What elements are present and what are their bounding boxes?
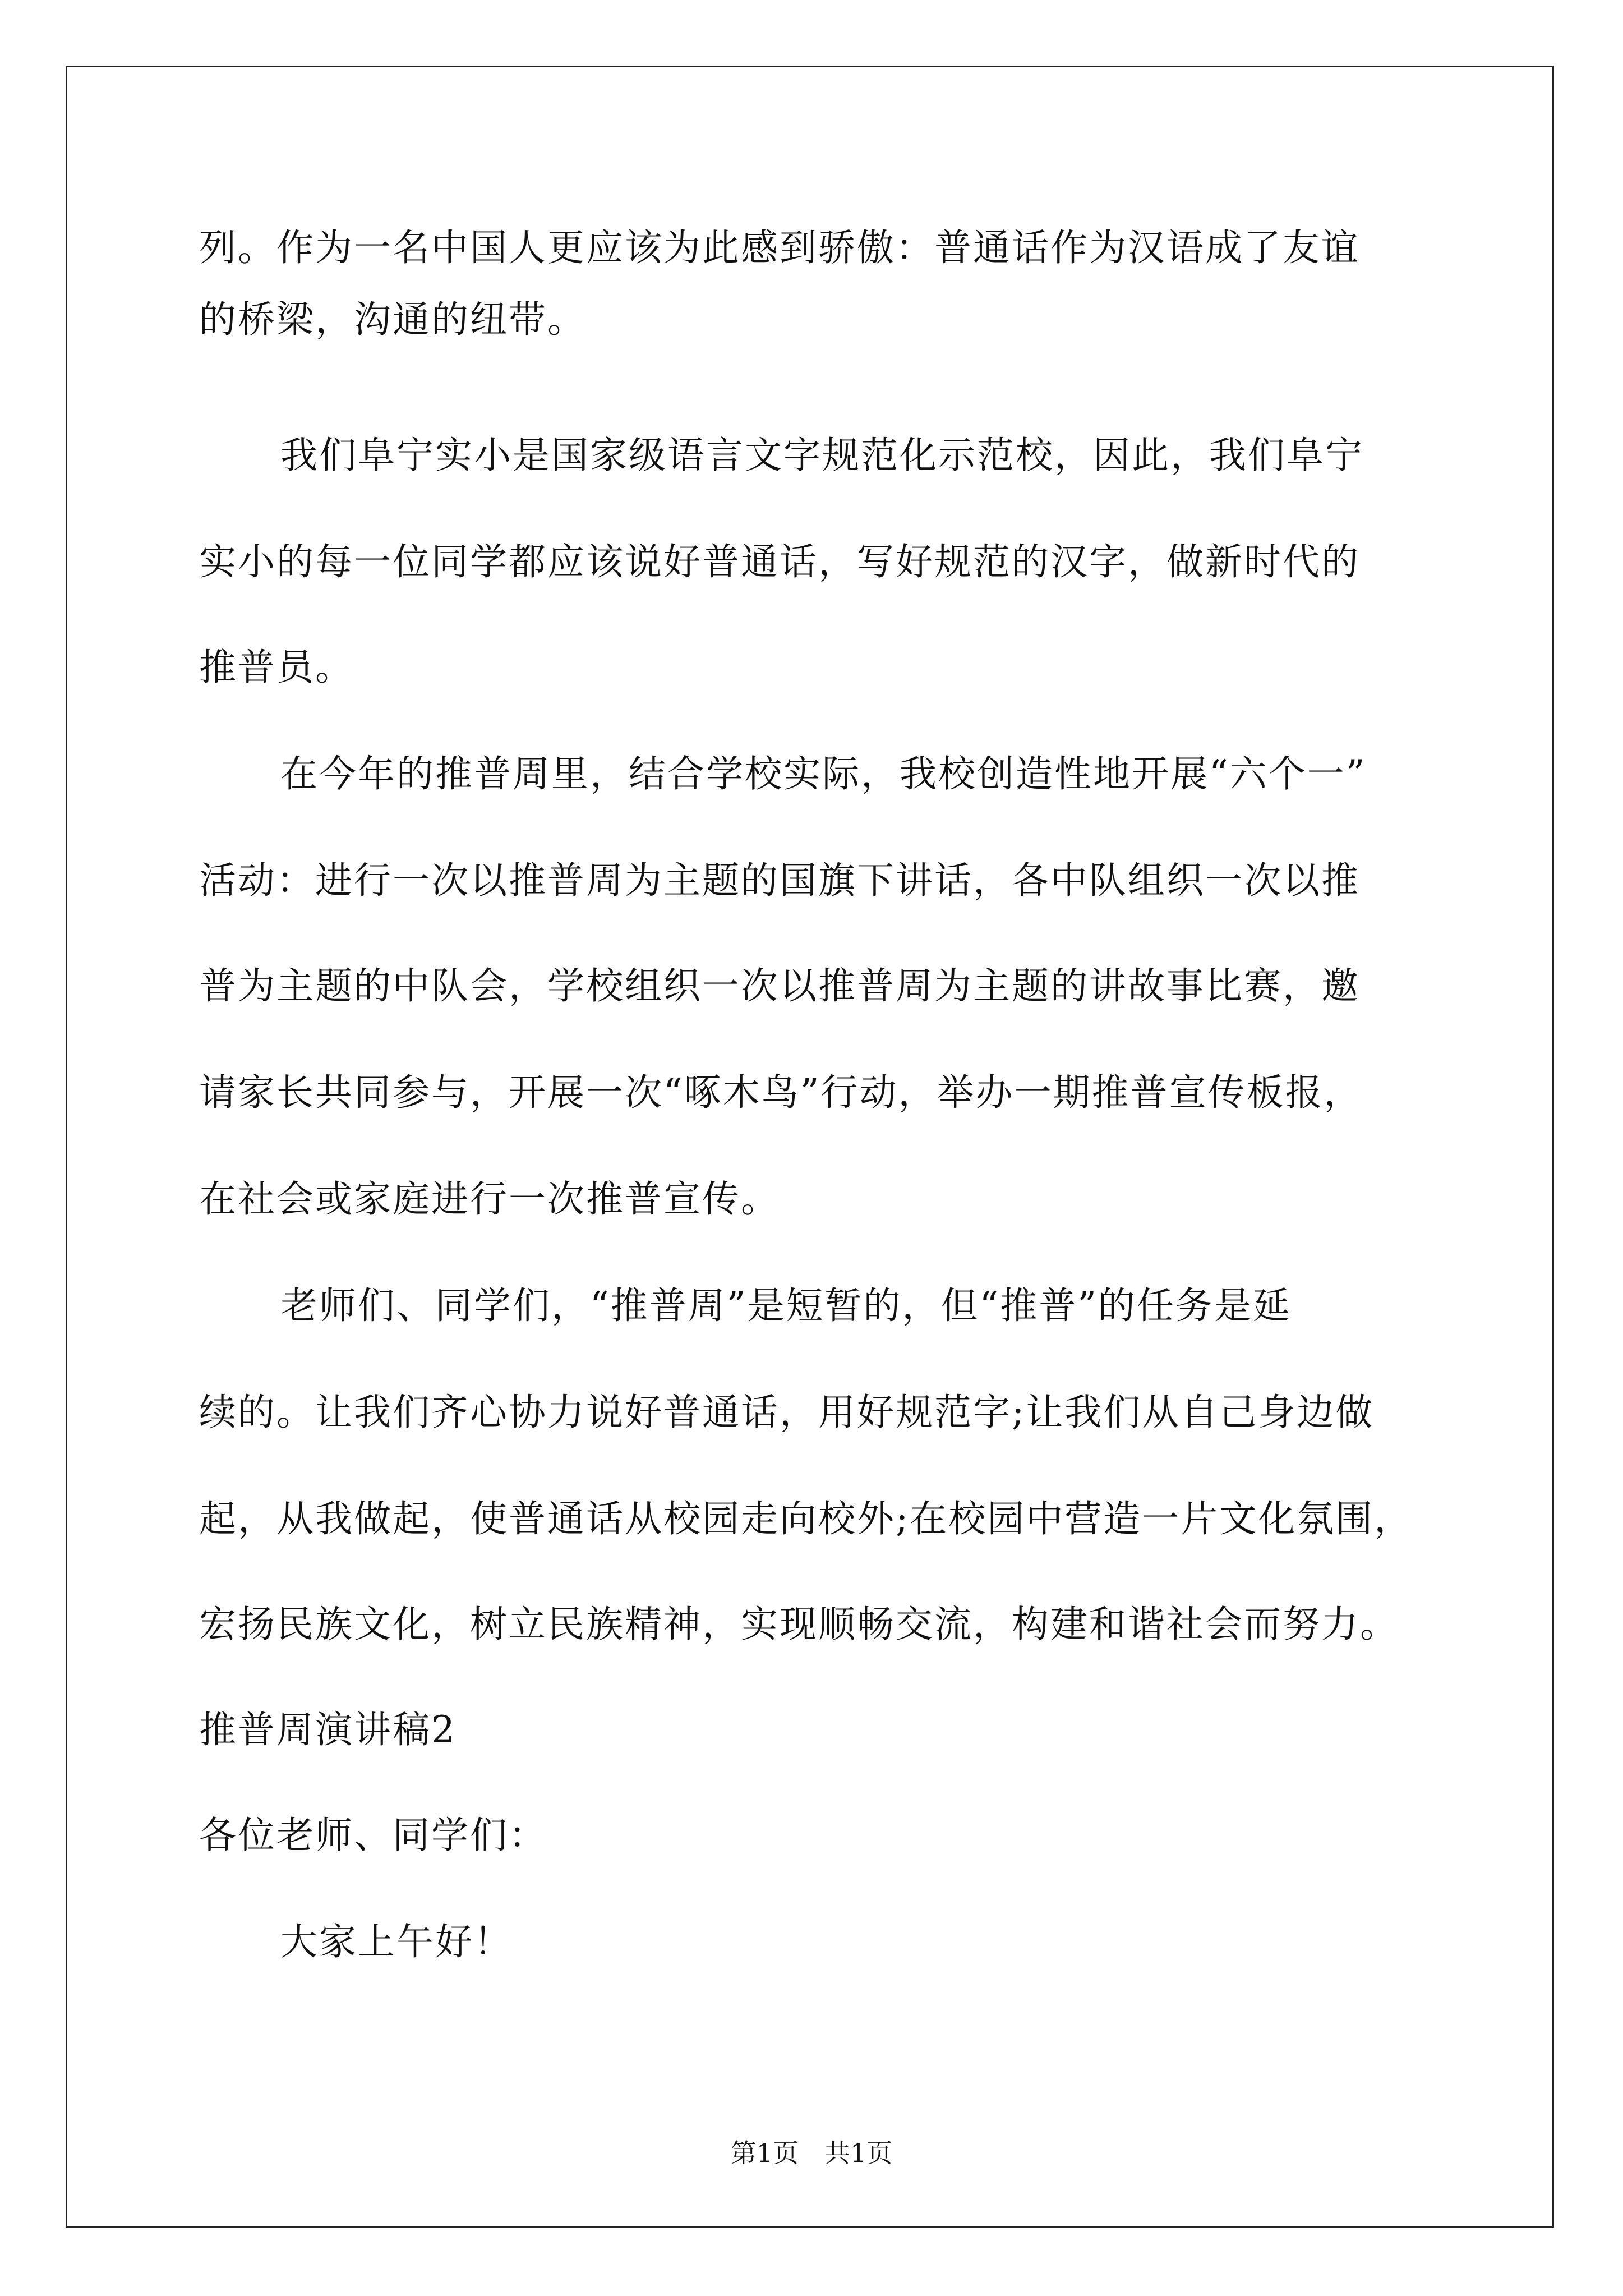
page-border	[66, 66, 1554, 2228]
paragraph-start: 在今年的推普周里，结合学校实际，我校创造性地开展“六个一”	[280, 752, 1367, 795]
body-line: 实小的每一位同学都应该说好普通话，写好规范的汉字，做新时代的	[199, 540, 1360, 583]
body-line: 在社会或家庭进行一次推普宣传。	[199, 1177, 780, 1221]
body-line: 活动：进行一次以推普周为主题的国旗下讲话，各中队组织一次以推	[199, 859, 1360, 902]
body-line: 列。作为一名中国人更应该为此感到骄傲：普通话作为汉语成了友谊	[199, 226, 1360, 269]
body-line: 宏扬民族文化，树立民族精神，实现顺畅交流，构建和谐社会而努力。	[199, 1603, 1399, 1646]
body-line: 的桥梁，沟通的纽带。	[199, 298, 586, 341]
paragraph-start: 老师们、同学们，“推普周”是短暂的，但“推普”的任务是延	[280, 1284, 1292, 1327]
greeting: 大家上午好！	[280, 1920, 513, 1963]
body-line: 普为主题的中队会，学校组织一次以推普周为主题的讲故事比赛，邀	[199, 964, 1360, 1007]
body-line: 请家长共同参与，开展一次“啄木鸟”行动，举办一期推普宣传板报，	[199, 1071, 1363, 1114]
page-number-footer: 第1页 共1页	[730, 2138, 893, 2168]
body-line: 起，从我做起，使普通话从校园走向校外;在校园中营造一片文化氛围，	[199, 1497, 1413, 1540]
salutation: 各位老师、同学们：	[199, 1814, 547, 1857]
body-line: 推普员。	[199, 646, 354, 689]
body-line: 续的。让我们齐心协力说好普通话，用好规范字;让我们从自己身边做	[199, 1391, 1375, 1434]
paragraph-start: 我们阜宁实小是国家级语言文字规范化示范校，因此，我们阜宁	[280, 434, 1364, 477]
section-title: 推普周演讲稿2	[199, 1708, 457, 1751]
